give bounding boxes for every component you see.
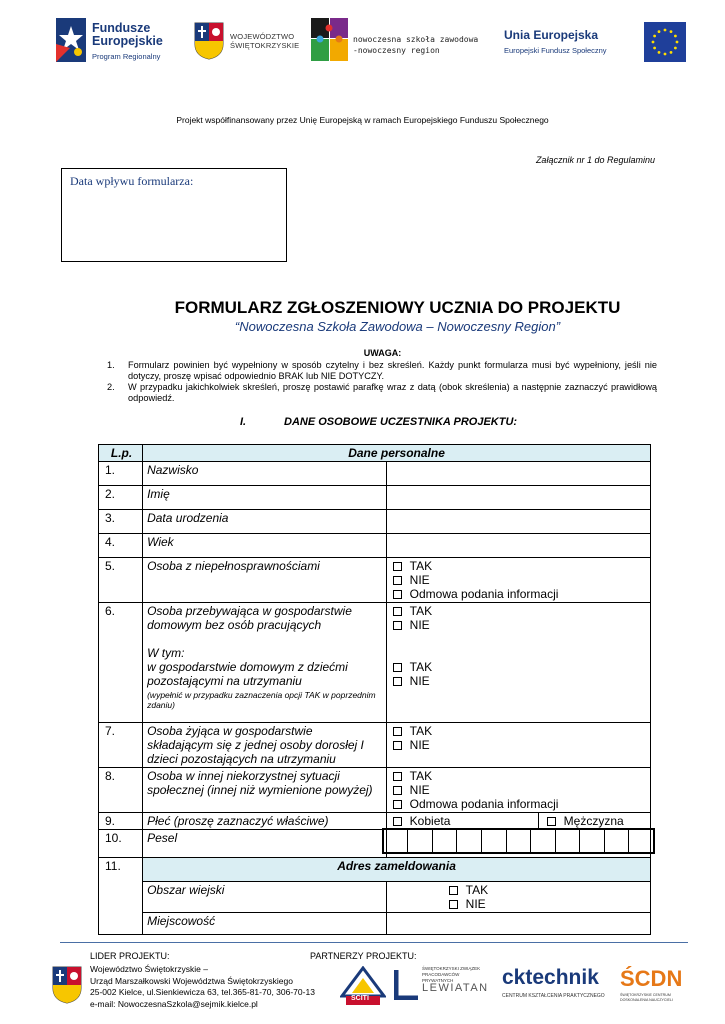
- option-checkbox[interactable]: TAK: [391, 660, 646, 674]
- cofinancing-note: Projekt współfinansowany przez Unię Europejską w ramach Europejskiego Funduszu Społecznego: [176, 115, 549, 125]
- table-row: 5. Osoba z niepełnosprawnościami TAK NIE Odmowa podania informacji: [99, 558, 651, 603]
- scdn-logo: ŚCDN ŚWIĘTOKRZYSKIE CENTRUM DOSKONALENIA NAUCZYCIELI: [620, 966, 683, 1002]
- notice-item: 1. Formularz powinien być wypełniony w sposób czytelny i bez skreśleń. Każdy punkt formularza musi być wypełniony, jeśli nie dotyczy, proszę wpisać odpowiednio BRAK lub NIE DOTYCZY.: [107, 360, 657, 381]
- voivodeship-crest-icon: [52, 966, 82, 1004]
- field-label: Pesel: [143, 830, 387, 858]
- fundusze-europejskie-logo: [56, 16, 176, 68]
- fe-subtitle: Program Regionalny: [92, 52, 161, 61]
- field-label: Miejscowość: [143, 913, 387, 935]
- male-checkbox[interactable]: Mężczyzna: [539, 813, 632, 829]
- table-row: 1. Nazwisko: [99, 462, 651, 486]
- field-label: Imię: [143, 486, 387, 510]
- table-row: 11. Adres zameldowania: [99, 858, 651, 882]
- table-row: 4. Wiek: [99, 534, 651, 558]
- table-row: [99, 882, 651, 913]
- pesel-field[interactable]: [386, 830, 650, 858]
- sw-text: WOJEWÓDZTWO ŚWIĘTOKRZYSKIE: [230, 32, 300, 50]
- unia-europejska-logo: [504, 16, 686, 68]
- age-field[interactable]: [386, 534, 650, 558]
- attachment-label: Załącznik nr 1 do Regulaminu: [535, 155, 655, 165]
- partners-label: PARTNERZY PROJEKTU:: [310, 951, 417, 961]
- eu-flag-icon: [644, 22, 686, 62]
- option-checkbox[interactable]: TAK: [391, 559, 646, 573]
- field-note: (wypełnić w przypadku zaznaczenia opcji TAK w poprzednim zdaniu): [147, 690, 376, 710]
- option-checkbox[interactable]: TAK: [391, 724, 646, 738]
- option-checkbox[interactable]: NIE: [447, 897, 646, 911]
- form-title: FORMULARZ ZGŁOSZENIOWY UCZNIA DO PROJEKTU: [174, 298, 621, 317]
- nsz-text: nowoczesna szkoła zawodowa -nowoczesny region: [353, 35, 479, 55]
- technik-logo: cktechnik CENTRUM KSZTAŁCENIA PRAKTYCZNEGO: [502, 966, 605, 999]
- disadvantaged-options: [386, 768, 650, 813]
- no-working-household-options: [386, 603, 650, 723]
- leader-label: LIDER PROJEKTU:: [90, 951, 170, 961]
- table-row: [99, 913, 651, 935]
- notice-list: [107, 360, 657, 404]
- footer-divider: [60, 942, 688, 943]
- birth-date-field[interactable]: [386, 510, 650, 534]
- section-heading: I. DANE OSOBOWE UCZESTNIKA PROJEKTU:: [240, 416, 518, 428]
- address-header: Adres zameldowania: [143, 858, 651, 882]
- disability-options: [386, 558, 650, 603]
- ue-title: Unia Europejska: [504, 28, 599, 42]
- receipt-date-box[interactable]: [61, 168, 287, 262]
- option-checkbox[interactable]: TAK: [391, 769, 646, 783]
- field-label: Obszar wiejski: [143, 882, 387, 913]
- option-checkbox[interactable]: NIE: [391, 674, 646, 688]
- rural-area-options: [386, 882, 650, 913]
- table-row: 2. Imię: [99, 486, 651, 510]
- field-label: Osoba żyjąca w gospodarstwie składającym się z jednej osoby dorosłej I dzieci pozostających na utrzymaniu: [143, 723, 387, 768]
- option-checkbox[interactable]: Odmowa podania informacji: [391, 797, 646, 811]
- option-checkbox[interactable]: TAK: [391, 604, 646, 618]
- pesel-digit-boxes[interactable]: [382, 828, 655, 854]
- leader-address: Województwo Świętokrzyskie – Urząd Marszałkowski Województwa Świętokrzyskiego 25-002 Kielce, ul.Sienkiewicza 63, tel.365-81-70, 306-70-13 e-mail: NowoczesnaSzkola@sejmik.kielce.pl: [90, 964, 315, 1009]
- table-header-row: [99, 445, 651, 462]
- field-label: Osoba w innej niekorzystnej sytuacji społecznej (innej niż wymienione powyżej): [143, 768, 387, 813]
- table-row: 10. Pesel: [99, 830, 651, 858]
- fe-star-icon: [56, 18, 88, 64]
- fe-title: Fundusze Europejskie: [92, 21, 163, 48]
- voivodeship-crest-icon: [194, 22, 224, 60]
- lewiatan-l-icon: [394, 968, 420, 1000]
- header-logos: [56, 16, 686, 68]
- single-adult-household-options: [386, 723, 650, 768]
- option-checkbox[interactable]: NIE: [391, 618, 646, 632]
- field-label: Data urodzenia: [143, 510, 387, 534]
- col-lp-header: L.p.: [99, 445, 143, 462]
- option-checkbox[interactable]: NIE: [391, 783, 646, 797]
- table-row: 6. Osoba przebywająca w gospodarstwie domowym bez osób pracujących W tym: w gospodarstwie domowym z dziećmi pozostającymi na utrzymaniu (wypełnić w przypadku zaznaczenia opcji TAK w poprzednim zdaniu) TAK NIE TAK NIE: [99, 603, 651, 723]
- col-data-header: Dane personalne: [143, 445, 651, 462]
- puzzle-icon: [311, 18, 349, 62]
- swietokrzyskie-logo: [194, 16, 304, 68]
- gender-options: [386, 813, 650, 830]
- field-label: Wiek: [143, 534, 387, 558]
- table-row: 9. Płeć (proszę zaznaczyć właściwe) Kobieta Mężczyzna: [99, 813, 651, 830]
- surname-field[interactable]: [386, 462, 650, 486]
- notice-heading: UWAGA:: [363, 348, 402, 358]
- lewiatan-logo: ŚWIĘTOKRZYSKI ZWIĄZEK PRACODAWCÓW PRYWATNYCH LEWIATAN: [394, 966, 494, 1006]
- nowoczesna-szkola-logo: [311, 16, 501, 68]
- option-checkbox[interactable]: Odmowa podania informacji: [391, 587, 646, 601]
- notice-item: 2. W przypadku jakichkolwiek skreśleń, proszę postawić parafkę wraz z datą (obok skreślenia) a następnie zaznaczyć prawidłową odpowiedź.: [107, 382, 657, 403]
- option-checkbox[interactable]: TAK: [447, 883, 646, 897]
- table-row: 7. Osoba żyjąca w gospodarstwie składającym się z jednej osoby dorosłej I dzieci pozostających na utrzymaniu TAK NIE: [99, 723, 651, 768]
- first-name-field[interactable]: [386, 486, 650, 510]
- table-row: 3. Data urodzenia: [99, 510, 651, 534]
- field-label: Nazwisko: [143, 462, 387, 486]
- option-checkbox[interactable]: NIE: [391, 573, 646, 587]
- field-label: Osoba przebywająca w gospodarstwie domowym bez osób pracujących W tym: w gospodarstwie domowym z dziećmi pozostającymi na utrzymaniu (wypełnić w przypadku zaznaczenia opcji TAK w poprzednim zdaniu): [143, 603, 387, 723]
- project-subtitle: “Nowoczesna Szkoła Zawodowa – Nowoczesny Region”: [234, 319, 561, 334]
- ue-subtitle: Europejski Fundusz Społeczny: [504, 46, 607, 55]
- sciti-logo: ŚCITI: [340, 966, 386, 1006]
- field-label: Osoba z niepełnosprawnościami: [143, 558, 387, 603]
- female-checkbox[interactable]: Kobieta: [387, 813, 539, 829]
- receipt-date-label: Data wpływu formularza:: [70, 174, 194, 188]
- table-row: 8. Osoba w innej niekorzystnej sytuacji społecznej (innej niż wymienione powyżej) TAK NIE Odmowa podania informacji: [99, 768, 651, 813]
- field-label: Płeć (proszę zaznaczyć właściwe): [143, 813, 387, 830]
- town-field[interactable]: [386, 913, 650, 935]
- option-checkbox[interactable]: NIE: [391, 738, 646, 752]
- personal-data-table: [98, 444, 651, 935]
